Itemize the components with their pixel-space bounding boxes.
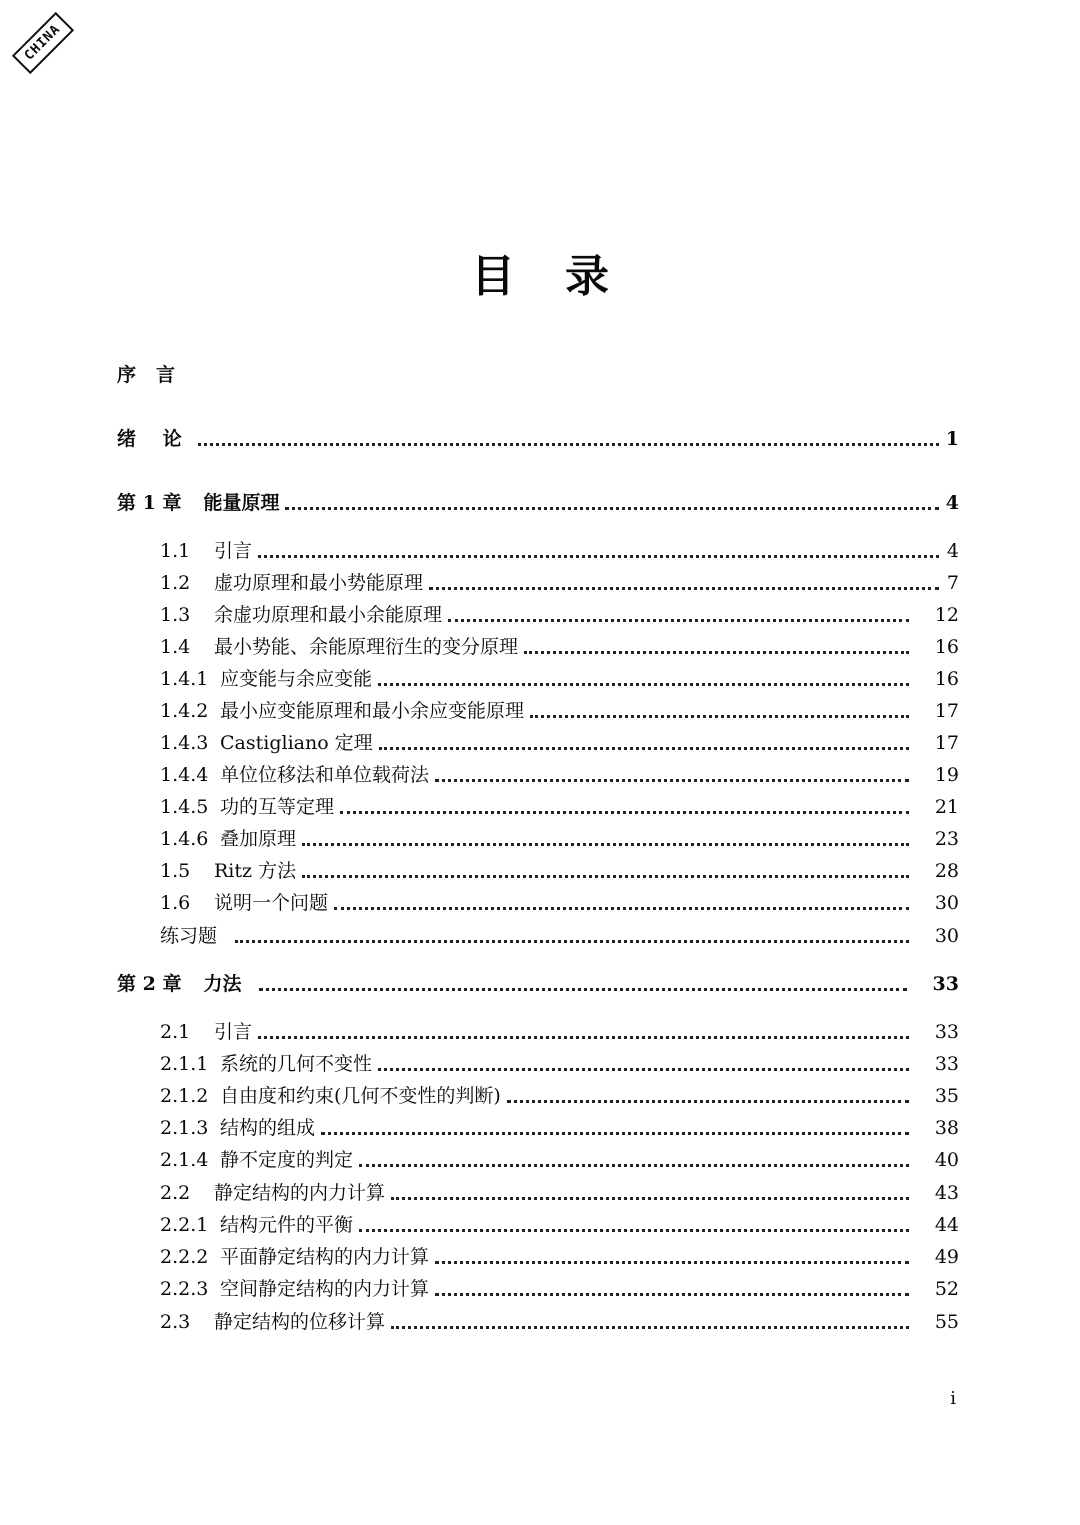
footer-page-number: i (950, 1388, 956, 1409)
toc-entry[interactable] (160, 758, 959, 788)
entry-title: Ritz 方法 (214, 860, 297, 882)
entry-title: 空间静定结构的内力计算 (220, 1278, 430, 1300)
entry-number: 2.2.2 (160, 1246, 209, 1268)
entry-page: 33 (934, 1053, 959, 1075)
entry-title: 叠加原理 (220, 828, 297, 850)
entry-page: 43 (934, 1182, 959, 1204)
dot-leader (321, 1132, 909, 1135)
entry-number: 2.3 (160, 1311, 191, 1333)
entry-title: 功的互等定理 (220, 796, 335, 818)
entry-page: 52 (934, 1278, 959, 1300)
entry-title: 结构的组成 (220, 1117, 316, 1139)
entry-page: 7 (946, 572, 959, 594)
entry-number: 2.1.3 (160, 1117, 209, 1139)
entry-page: 16 (934, 636, 959, 658)
entry-page: 40 (934, 1149, 959, 1171)
entry-page: 21 (934, 796, 959, 818)
entry-number: 1.4.1 (160, 668, 209, 690)
page-title: 目录 (471, 251, 659, 302)
toc-intro-label: 绪 论 (117, 428, 192, 450)
toc-entry[interactable] (160, 886, 959, 916)
entry-page: 17 (934, 700, 959, 722)
dot-leader (258, 1036, 909, 1039)
toc-entry[interactable] (160, 630, 959, 660)
entry-page: 35 (934, 1085, 959, 1107)
entry-title: 自由度和约束(几何不变性的判断) (220, 1085, 501, 1107)
dot-leader (259, 988, 906, 991)
toc-entry[interactable] (160, 1015, 959, 1045)
toc-entry[interactable] (160, 1305, 959, 1335)
dot-leader (391, 1197, 909, 1200)
toc-entry[interactable] (160, 694, 959, 724)
entry-title: 静不定度的判定 (220, 1149, 354, 1171)
entry-number: 1.6 (160, 892, 191, 914)
entry-title: 说明一个问题 (214, 892, 329, 914)
chapter-page: 33 (932, 973, 959, 995)
dot-leader (334, 907, 909, 910)
dot-leader (302, 875, 909, 878)
dot-leader (435, 1261, 909, 1264)
entry-page: 30 (934, 925, 959, 947)
entry-page: 16 (934, 668, 959, 690)
toc-entry[interactable] (160, 822, 959, 852)
dot-leader (435, 779, 909, 782)
entry-number: 2.2 (160, 1182, 191, 1204)
dot-leader (391, 1326, 909, 1329)
dot-leader (285, 507, 939, 510)
dot-leader (507, 1100, 909, 1103)
entry-number: 1.1 (160, 540, 191, 562)
entry-page: 55 (934, 1311, 959, 1333)
chapter-title: 力法 (203, 973, 242, 995)
dot-leader (429, 587, 939, 590)
toc-entry[interactable] (160, 662, 959, 692)
dot-leader (235, 940, 909, 943)
toc-entry[interactable] (160, 1047, 959, 1077)
entry-page: 28 (934, 860, 959, 882)
dot-leader (198, 443, 939, 446)
entry-title: 系统的几何不变性 (220, 1053, 373, 1075)
entry-number: 1.4.4 (160, 764, 209, 786)
dot-leader (378, 683, 909, 686)
toc-entry[interactable] (160, 1208, 959, 1238)
entry-number: 2.1.4 (160, 1149, 209, 1171)
entry-title: 最小应变能原理和最小余应变能原理 (220, 700, 525, 722)
entry-title: 平面静定结构的内力计算 (220, 1246, 430, 1268)
entry-page: 44 (934, 1214, 959, 1236)
entry-title: 单位位移法和单位载荷法 (220, 764, 430, 786)
entry-title: 静定结构的位移计算 (214, 1311, 386, 1333)
toc-preface-label: 序言 (117, 364, 196, 386)
entry-number: 1.4.3 (160, 732, 209, 754)
chapter-number: 第 2 章 (117, 973, 182, 995)
entry-number: 1.2 (160, 572, 191, 594)
entry-number: 1.4.6 (160, 828, 209, 850)
entry-title: 练习题 (160, 925, 218, 947)
chapter-number: 第 1 章 (117, 492, 182, 514)
toc-entry[interactable] (160, 566, 959, 596)
entry-number: 2.1 (160, 1021, 191, 1043)
toc-intro[interactable] (117, 422, 959, 452)
toc-entry[interactable] (160, 1176, 959, 1206)
entry-title: 虚功原理和最小势能原理 (214, 572, 424, 594)
toc-chapter-1[interactable] (117, 486, 959, 516)
dot-leader (524, 651, 909, 654)
dot-leader (379, 747, 909, 750)
toc-entry[interactable] (160, 854, 959, 884)
toc-entry[interactable] (160, 598, 959, 628)
entry-number: 2.1.2 (160, 1085, 209, 1107)
entry-page: 38 (934, 1117, 959, 1139)
entry-number: 2.2.3 (160, 1278, 209, 1300)
chapter-title: 能量原理 (203, 492, 280, 514)
toc-entry[interactable] (160, 1111, 959, 1141)
toc-entry[interactable] (160, 1079, 959, 1109)
dot-leader (359, 1164, 909, 1167)
entry-page: 12 (934, 604, 959, 626)
entry-page: 17 (934, 732, 959, 754)
dot-leader (435, 1293, 909, 1296)
toc-entry[interactable] (160, 1272, 959, 1302)
entry-number: 2.1.1 (160, 1053, 209, 1075)
chapter-page: 4 (945, 492, 959, 514)
dot-leader (258, 555, 939, 558)
entry-title: 静定结构的内力计算 (214, 1182, 386, 1204)
entry-page: 4 (946, 540, 959, 562)
toc-entry[interactable] (160, 726, 959, 756)
entry-number: 1.4 (160, 636, 191, 658)
entry-number: 1.5 (160, 860, 191, 882)
toc-entry[interactable] (160, 1240, 959, 1270)
dot-leader (302, 843, 909, 846)
toc-intro-page: 1 (945, 428, 959, 450)
dot-leader (530, 715, 909, 718)
entry-page: 19 (934, 764, 959, 786)
entry-number: 2.2.1 (160, 1214, 209, 1236)
entry-page: 33 (934, 1021, 959, 1043)
entry-title: 引言 (214, 1021, 253, 1043)
entry-title: 引言 (214, 540, 253, 562)
toc-entry[interactable] (160, 1143, 959, 1173)
entry-page: 23 (934, 828, 959, 850)
toc-entry-exercises[interactable] (160, 919, 959, 949)
entry-page: 49 (934, 1246, 959, 1268)
china-stamp: CHINA (12, 12, 74, 74)
dot-leader (378, 1068, 909, 1071)
dot-leader (359, 1229, 909, 1232)
entry-page: 30 (934, 892, 959, 914)
entry-number: 1.4.5 (160, 796, 209, 818)
entry-title: 结构元件的平衡 (220, 1214, 354, 1236)
entry-number: 1.3 (160, 604, 191, 626)
entry-number: 1.4.2 (160, 700, 209, 722)
entry-title: 最小势能、余能原理衍生的变分原理 (214, 636, 519, 658)
toc-preface[interactable] (117, 358, 195, 388)
entry-title: 应变能与余应变能 (220, 668, 373, 690)
toc-chapter-2[interactable] (117, 967, 959, 997)
toc-entry[interactable] (160, 790, 959, 820)
entry-title: Castigliano 定理 (220, 732, 373, 754)
dot-leader (448, 619, 909, 622)
dot-leader (340, 811, 909, 814)
entry-title: 余虚功原理和最小余能原理 (214, 604, 443, 626)
toc-entry[interactable] (160, 534, 959, 564)
